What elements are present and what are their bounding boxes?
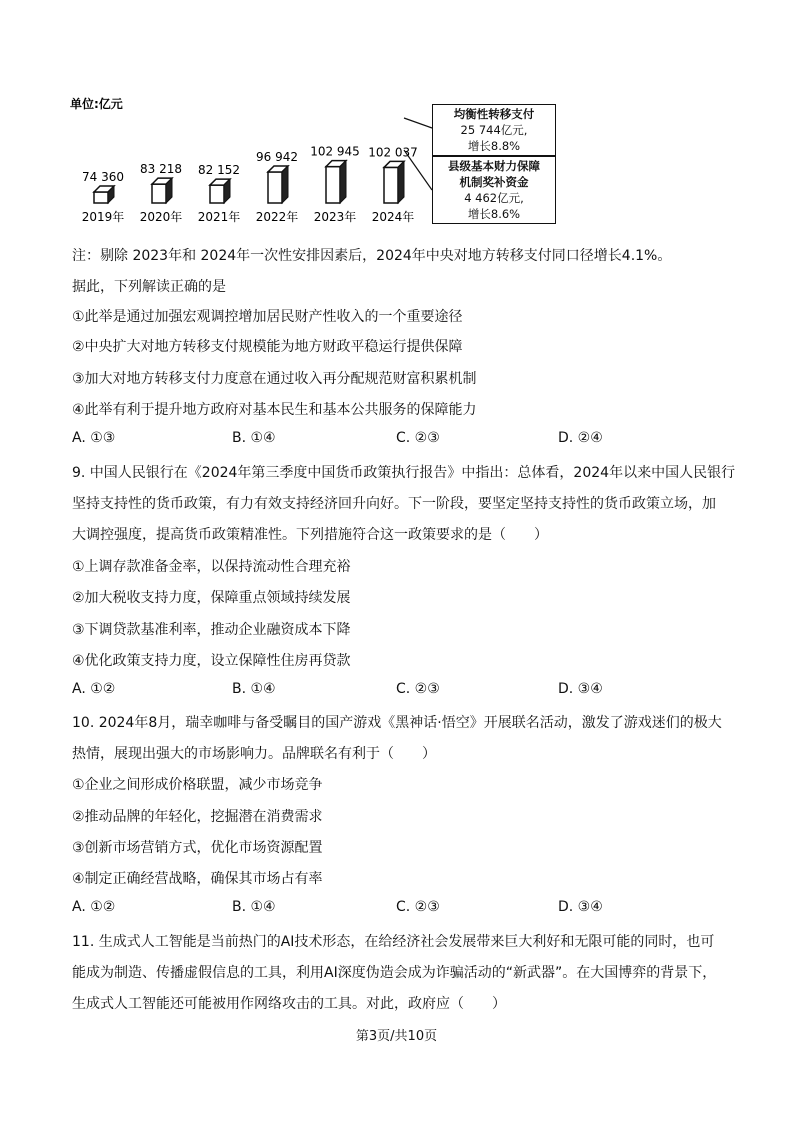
q8-option-c[interactable]: C. ②③ [396, 430, 440, 446]
bar-year-label-2: 2021年 [197, 210, 241, 224]
q8-item-2: ②中央扩大对地方转移支付规模能为地方财政平稳运行提供保障 [72, 339, 463, 355]
callout-connector-1 [404, 118, 432, 128]
chart-note: 注：剔除 2023年和 2024年一次性安排因素后，2024年中央对地方转移支付同口径增长4.1%。 [72, 248, 672, 264]
bar-value-label-2: 82 152 [198, 163, 240, 178]
q8-item-1: ①此举是通过加强宏观调控增加居民财产性收入的一个重要途径 [72, 309, 463, 325]
q9-item-2: ②加大税收支持力度，保障重点领域持续发展 [72, 590, 351, 606]
callout-county-finance [432, 156, 556, 224]
q10-stem-line-1: 10. 2024年8月，瑞幸咖啡与备受瞩目的国产游戏《黑神话·悟空》开展联名活动，激发了游戏迷们的极大 [72, 715, 722, 731]
q9-option-c[interactable]: C. ②③ [396, 681, 440, 697]
q11-stem-line-2: 能成为制造、传播虚假信息的工具，利用AI深度伪造会成为诈骗活动的“新武器”。在大国博弈的背景下， [72, 965, 717, 981]
q10-option-d[interactable]: D. ③④ [558, 899, 603, 915]
q8-stem: 据此，下列解读正确的是 [72, 279, 226, 295]
q11-stem-line-3: 生成式人工智能还可能被用作网络攻击的工具。对此，政府应（ ） [72, 996, 506, 1012]
q9-option-a[interactable]: A. ①② [72, 681, 116, 697]
bar-value-label-5: 102 037 [368, 145, 418, 160]
bar-value-label-0: 74 360 [82, 169, 124, 184]
q10-option-c[interactable]: C. ②③ [396, 899, 440, 915]
q10-stem-line-2: 热情，展现出强大的市场影响力。品牌联名有利于（ ） [72, 746, 436, 762]
q9-stem-line-2: 坚持支持性的货币政策，有力有效支持经济回升向好。下一阶段，要坚定坚持支持性的货币政策立场，加 [72, 496, 716, 512]
q9-option-b[interactable]: B. ①④ [232, 681, 276, 697]
bar-front-5 [384, 167, 398, 203]
q8-option-d[interactable]: D. ②④ [558, 430, 603, 446]
q9-item-4: ④优化政策支持力度，设立保障性住房再贷款 [72, 653, 351, 669]
q10-item-1: ①企业之间形成价格联盟，减少市场竞争 [72, 777, 323, 793]
bar-front-1 [152, 184, 166, 203]
page-footer: 第3页/共10页 [355, 1029, 438, 1044]
bar-value-label-1: 83 218 [140, 162, 182, 177]
q10-item-2: ②推动品牌的年轻化，挖掘潜在消费需求 [72, 809, 323, 825]
callout-2-line-3: 4 462亿元, [464, 191, 524, 205]
bar-year-label-4: 2023年 [313, 210, 357, 224]
q9-stem-line-3: 大调控强度，提高货币政策精准性。下列措施符合这一政策要求的是（ ） [72, 527, 548, 543]
bar-front-3 [268, 172, 282, 203]
bar-side-4 [340, 161, 346, 203]
callout-1-line-3: 增长8.8% [467, 139, 521, 153]
q9-item-1: ①上调存款准备金率，以保持流动性合理充裕 [72, 559, 351, 575]
bar-front-2 [210, 185, 224, 203]
q8-item-3: ③加大对地方转移支付力度意在通过收入再分配规范财富积累机制 [72, 371, 477, 387]
callout-2-line-2: 机制奖补资金 [459, 175, 529, 189]
callout-2-line-1: 县级基本财力保障 [448, 159, 540, 173]
callout-connector-2 [404, 150, 432, 190]
q8-item-4: ④此举有利于提升地方政府对基本民生和基本公共服务的保障能力 [72, 402, 477, 418]
bar-year-label-5: 2024年 [371, 210, 415, 224]
bar-front-4 [326, 167, 340, 203]
callout-2-line-4: 增长8.6% [467, 207, 521, 221]
callout-1-line-2: 25 744亿元, [460, 123, 528, 137]
q8-option-b[interactable]: B. ①④ [232, 430, 276, 446]
q10-option-a[interactable]: A. ①② [72, 899, 116, 915]
bar-side-5 [398, 161, 404, 203]
q9-item-3: ③下调贷款基准利率，推动企业融资成本下降 [72, 622, 351, 638]
callout-1-line-1: 均衡性转移支付 [453, 107, 535, 121]
bar-year-label-3: 2022年 [255, 210, 299, 224]
bar-value-label-4: 102 945 [310, 144, 360, 159]
q11-stem-line-1: 11. 生成式人工智能是当前热门的AI技术形态，在给经济社会发展带来巨大利好和无限可能的同时，也可 [72, 934, 715, 950]
bar-value-label-3: 96 942 [256, 149, 298, 164]
bar-front-0 [94, 192, 108, 203]
chart-unit-label: 单位:亿元 [70, 97, 123, 111]
q10-item-4: ④制定正确经营战略，确保其市场占有率 [72, 871, 323, 887]
q10-item-3: ③创新市场营销方式，优化市场资源配置 [72, 840, 323, 856]
bar-year-label-0: 2019年 [81, 210, 125, 224]
q9-option-d[interactable]: D. ③④ [558, 681, 603, 697]
bar-side-3 [282, 166, 288, 203]
q10-option-b[interactable]: B. ①④ [232, 899, 276, 915]
q9-stem-line-1: 9. 中国人民银行在《2024年第三季度中国货币政策执行报告》中指出：总体看，2024年以来中国人民银行 [72, 465, 736, 481]
bar-year-label-1: 2020年 [139, 210, 183, 224]
transfer-payment-chart [70, 90, 550, 230]
callout-balanced-transfer [432, 104, 556, 156]
q8-option-a[interactable]: A. ①③ [72, 430, 116, 446]
